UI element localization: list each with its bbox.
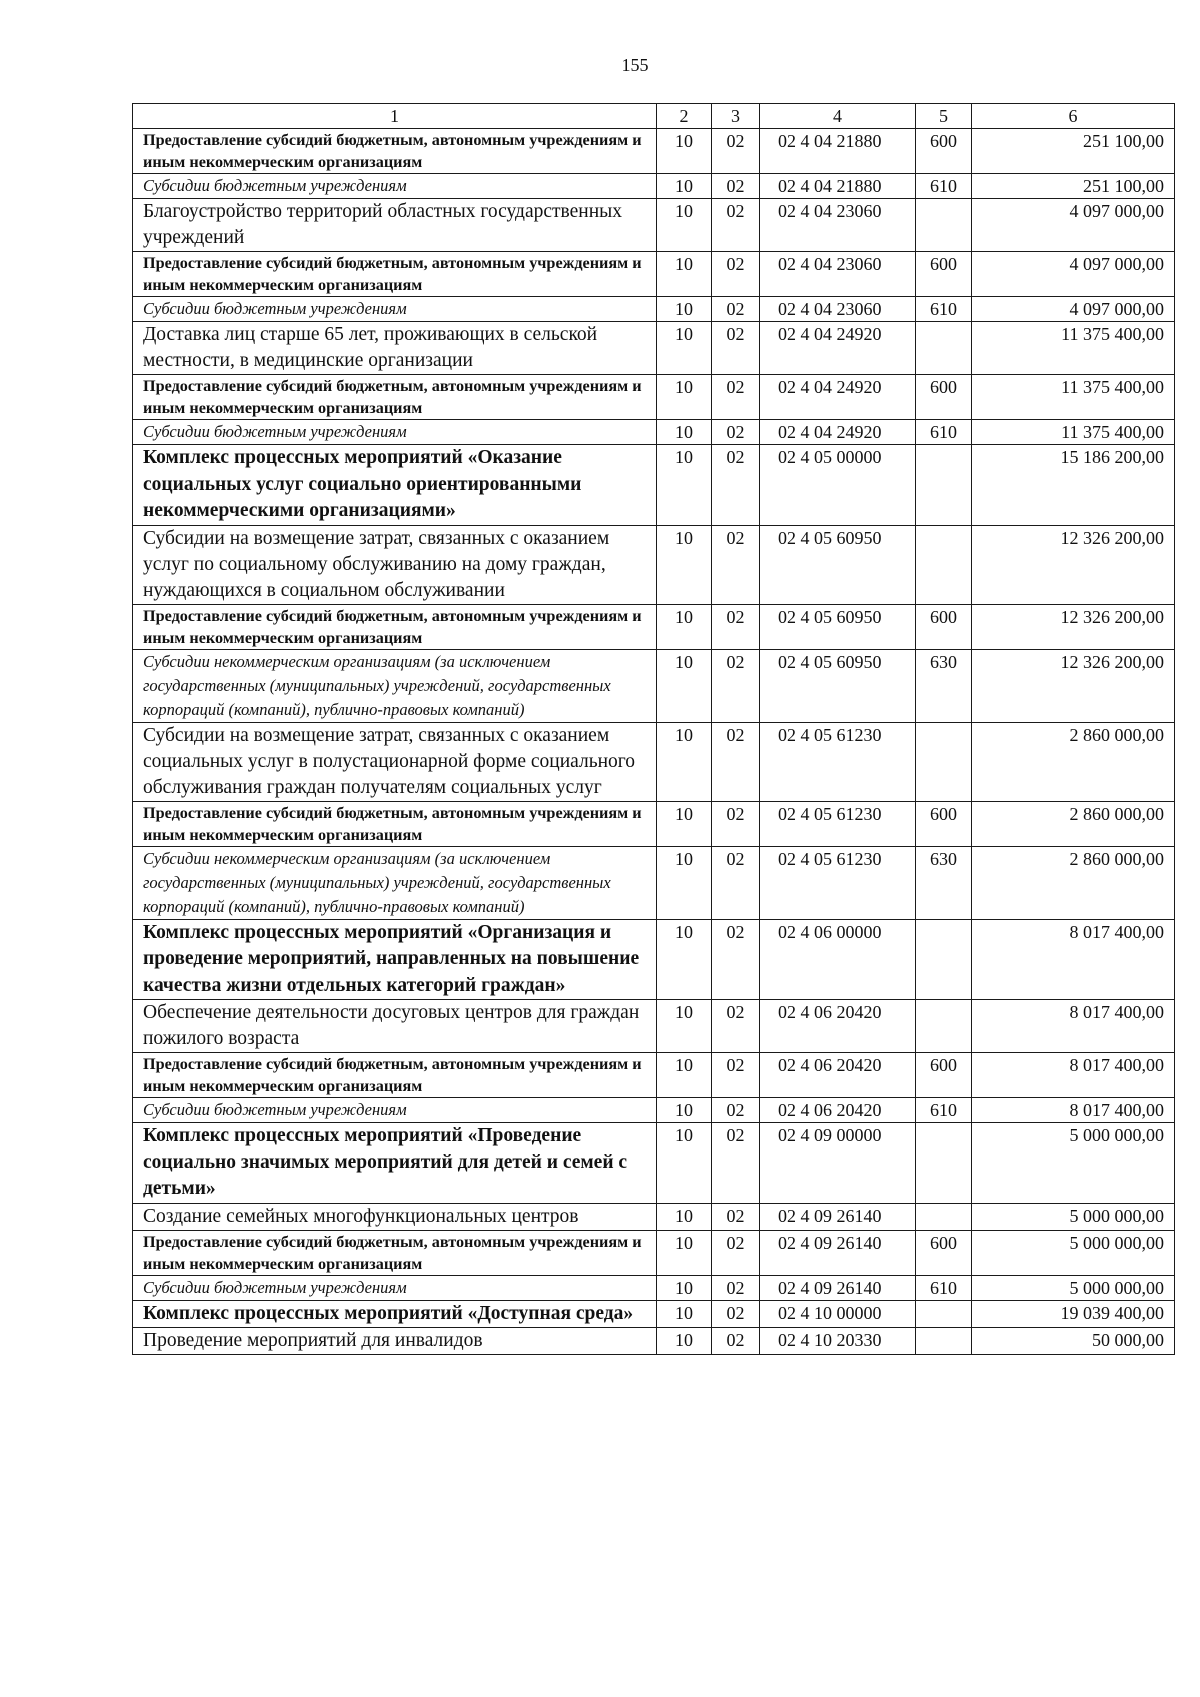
row-sum-cell: 50 000,00 xyxy=(972,1328,1175,1355)
row-vr-cell: 600 xyxy=(916,801,972,846)
header-cell-2: 2 xyxy=(657,104,712,129)
row-name-cell: Предоставление субсидий бюджетным, автономным учреждениям и иным некоммерческим организациям xyxy=(133,604,657,649)
row-sum-cell: 11 375 400,00 xyxy=(972,420,1175,445)
table-row xyxy=(133,1098,1175,1123)
row-sum-cell: 4 097 000,00 xyxy=(972,252,1175,297)
row-rz-cell: 10 xyxy=(657,801,712,846)
row-name-cell: Комплекс процессных мероприятий «Проведение социально значимых мероприятий для детей и семей с детьми» xyxy=(133,1123,657,1204)
row-csr-cell: 02 4 09 00000 xyxy=(760,1123,916,1204)
row-vr-cell xyxy=(916,919,972,1000)
row-csr-cell: 02 4 05 61230 xyxy=(760,722,916,801)
row-csr-cell: 02 4 05 60950 xyxy=(760,604,916,649)
table-row xyxy=(133,252,1175,297)
row-sum-cell: 12 326 200,00 xyxy=(972,604,1175,649)
table-row xyxy=(133,375,1175,420)
row-pr-cell: 02 xyxy=(712,1123,760,1204)
row-pr-cell: 02 xyxy=(712,1300,760,1328)
row-vr-cell xyxy=(916,1123,972,1204)
row-sum-cell: 19 039 400,00 xyxy=(972,1300,1175,1328)
row-pr-cell: 02 xyxy=(712,252,760,297)
row-csr-cell: 02 4 05 60950 xyxy=(760,525,916,604)
row-name-cell: Субсидии бюджетным учреждениям xyxy=(133,1275,657,1300)
row-rz-cell: 10 xyxy=(657,722,712,801)
table-header-row xyxy=(133,104,1175,129)
table-row xyxy=(133,420,1175,445)
table-row xyxy=(133,445,1175,526)
row-csr-cell: 02 4 04 24920 xyxy=(760,420,916,445)
row-csr-cell: 02 4 06 20420 xyxy=(760,1000,916,1053)
row-sum-cell: 4 097 000,00 xyxy=(972,199,1175,252)
table-row xyxy=(133,322,1175,375)
row-pr-cell: 02 xyxy=(712,649,760,722)
table-row xyxy=(133,1275,1175,1300)
row-rz-cell: 10 xyxy=(657,445,712,526)
row-pr-cell: 02 xyxy=(712,375,760,420)
row-csr-cell: 02 4 10 20330 xyxy=(760,1328,916,1355)
row-rz-cell: 10 xyxy=(657,174,712,199)
table-row xyxy=(133,129,1175,174)
row-pr-cell: 02 xyxy=(712,1053,760,1098)
row-vr-cell xyxy=(916,1328,972,1355)
table-row xyxy=(133,1328,1175,1355)
row-rz-cell: 10 xyxy=(657,375,712,420)
row-name-cell: Субсидии на возмещение затрат, связанных с оказанием услуг по социальному обслуживанию на дому граждан, нуждающихся в социальном обслуживании xyxy=(133,525,657,604)
row-vr-cell: 610 xyxy=(916,297,972,322)
header-cell-3: 3 xyxy=(712,104,760,129)
row-sum-cell: 251 100,00 xyxy=(972,174,1175,199)
row-pr-cell: 02 xyxy=(712,1328,760,1355)
row-vr-cell xyxy=(916,445,972,526)
row-pr-cell: 02 xyxy=(712,199,760,252)
row-pr-cell: 02 xyxy=(712,1203,760,1230)
row-sum-cell: 5 000 000,00 xyxy=(972,1123,1175,1204)
row-name-cell: Предоставление субсидий бюджетным, автономным учреждениям и иным некоммерческим организациям xyxy=(133,801,657,846)
row-sum-cell: 8 017 400,00 xyxy=(972,1000,1175,1053)
row-name-cell: Проведение мероприятий для инвалидов xyxy=(133,1328,657,1355)
table-row xyxy=(133,919,1175,1000)
row-name-cell: Субсидии на возмещение затрат, связанных с оказанием социальных услуг в полустационарной форме социального обслуживания граждан получателям социальных услуг xyxy=(133,722,657,801)
row-rz-cell: 10 xyxy=(657,1328,712,1355)
header-cell-6: 6 xyxy=(972,104,1175,129)
table-row xyxy=(133,1053,1175,1098)
table-row xyxy=(133,297,1175,322)
row-pr-cell: 02 xyxy=(712,445,760,526)
row-sum-cell: 2 860 000,00 xyxy=(972,801,1175,846)
row-rz-cell: 10 xyxy=(657,846,712,919)
row-sum-cell: 5 000 000,00 xyxy=(972,1203,1175,1230)
row-name-cell: Субсидии бюджетным учреждениям xyxy=(133,297,657,322)
row-rz-cell: 10 xyxy=(657,1203,712,1230)
row-pr-cell: 02 xyxy=(712,1098,760,1123)
row-pr-cell: 02 xyxy=(712,1000,760,1053)
row-vr-cell: 600 xyxy=(916,604,972,649)
row-vr-cell: 600 xyxy=(916,1230,972,1275)
row-name-cell: Благоустройство территорий областных государственных учреждений xyxy=(133,199,657,252)
row-name-cell: Предоставление субсидий бюджетным, автономным учреждениям и иным некоммерческим организациям xyxy=(133,1053,657,1098)
row-vr-cell xyxy=(916,1203,972,1230)
row-rz-cell: 10 xyxy=(657,252,712,297)
budget-table xyxy=(132,103,1175,1355)
row-vr-cell: 610 xyxy=(916,174,972,199)
table-row xyxy=(133,1300,1175,1328)
row-pr-cell: 02 xyxy=(712,525,760,604)
table-row xyxy=(133,174,1175,199)
row-rz-cell: 10 xyxy=(657,322,712,375)
row-vr-cell: 610 xyxy=(916,1275,972,1300)
row-rz-cell: 10 xyxy=(657,1123,712,1204)
row-pr-cell: 02 xyxy=(712,846,760,919)
row-csr-cell: 02 4 04 24920 xyxy=(760,322,916,375)
row-csr-cell: 02 4 09 26140 xyxy=(760,1230,916,1275)
row-rz-cell: 10 xyxy=(657,1300,712,1328)
row-pr-cell: 02 xyxy=(712,297,760,322)
row-rz-cell: 10 xyxy=(657,199,712,252)
table-row xyxy=(133,1123,1175,1204)
table-row xyxy=(133,199,1175,252)
table-row xyxy=(133,525,1175,604)
row-vr-cell: 630 xyxy=(916,649,972,722)
row-vr-cell xyxy=(916,1000,972,1053)
row-vr-cell: 600 xyxy=(916,1053,972,1098)
row-csr-cell: 02 4 10 00000 xyxy=(760,1300,916,1328)
row-vr-cell xyxy=(916,199,972,252)
row-rz-cell: 10 xyxy=(657,604,712,649)
row-name-cell: Комплекс процессных мероприятий «Доступная среда» xyxy=(133,1300,657,1328)
header-cell-4: 4 xyxy=(760,104,916,129)
row-pr-cell: 02 xyxy=(712,801,760,846)
row-csr-cell: 02 4 09 26140 xyxy=(760,1275,916,1300)
row-sum-cell: 2 860 000,00 xyxy=(972,846,1175,919)
row-name-cell: Субсидии бюджетным учреждениям xyxy=(133,1098,657,1123)
row-rz-cell: 10 xyxy=(657,649,712,722)
row-sum-cell: 11 375 400,00 xyxy=(972,375,1175,420)
row-pr-cell: 02 xyxy=(712,420,760,445)
row-name-cell: Субсидии бюджетным учреждениям xyxy=(133,174,657,199)
row-sum-cell: 8 017 400,00 xyxy=(972,1053,1175,1098)
table-row xyxy=(133,801,1175,846)
row-csr-cell: 02 4 05 61230 xyxy=(760,846,916,919)
table-row xyxy=(133,649,1175,722)
row-pr-cell: 02 xyxy=(712,174,760,199)
table-row xyxy=(133,1230,1175,1275)
row-csr-cell: 02 4 04 24920 xyxy=(760,375,916,420)
row-csr-cell: 02 4 05 00000 xyxy=(760,445,916,526)
row-name-cell: Обеспечение деятельности досуговых центров для граждан пожилого возраста xyxy=(133,1000,657,1053)
row-csr-cell: 02 4 06 20420 xyxy=(760,1098,916,1123)
table-row xyxy=(133,604,1175,649)
row-sum-cell: 12 326 200,00 xyxy=(972,649,1175,722)
table-body xyxy=(133,104,1175,1355)
row-name-cell: Субсидии некоммерческим организациям (за исключением государственных (муниципальных) учреждений, государственных корпораций (компаний), публично-правовых компаний) xyxy=(133,649,657,722)
table-row xyxy=(133,722,1175,801)
row-name-cell: Субсидии некоммерческим организациям (за исключением государственных (муниципальных) учреждений, государственных корпораций (компаний), публично-правовых компаний) xyxy=(133,846,657,919)
row-rz-cell: 10 xyxy=(657,1230,712,1275)
row-vr-cell xyxy=(916,525,972,604)
row-csr-cell: 02 4 04 23060 xyxy=(760,297,916,322)
row-sum-cell: 15 186 200,00 xyxy=(972,445,1175,526)
row-pr-cell: 02 xyxy=(712,1275,760,1300)
row-csr-cell: 02 4 05 60950 xyxy=(760,649,916,722)
row-vr-cell: 610 xyxy=(916,420,972,445)
row-rz-cell: 10 xyxy=(657,129,712,174)
row-name-cell: Субсидии бюджетным учреждениям xyxy=(133,420,657,445)
row-csr-cell: 02 4 09 26140 xyxy=(760,1203,916,1230)
row-pr-cell: 02 xyxy=(712,604,760,649)
row-sum-cell: 8 017 400,00 xyxy=(972,1098,1175,1123)
row-csr-cell: 02 4 04 21880 xyxy=(760,174,916,199)
row-rz-cell: 10 xyxy=(657,420,712,445)
row-vr-cell: 630 xyxy=(916,846,972,919)
row-sum-cell: 8 017 400,00 xyxy=(972,919,1175,1000)
row-rz-cell: 10 xyxy=(657,1000,712,1053)
row-sum-cell: 11 375 400,00 xyxy=(972,322,1175,375)
row-csr-cell: 02 4 04 23060 xyxy=(760,252,916,297)
row-csr-cell: 02 4 04 21880 xyxy=(760,129,916,174)
row-vr-cell xyxy=(916,322,972,375)
row-pr-cell: 02 xyxy=(712,722,760,801)
row-vr-cell: 600 xyxy=(916,129,972,174)
row-name-cell: Комплекс процессных мероприятий «Оказание социальных услуг социально ориентированными некоммерческими организациями» xyxy=(133,445,657,526)
row-vr-cell: 600 xyxy=(916,252,972,297)
row-csr-cell: 02 4 05 61230 xyxy=(760,801,916,846)
row-pr-cell: 02 xyxy=(712,1230,760,1275)
row-name-cell: Предоставление субсидий бюджетным, автономным учреждениям и иным некоммерческим организациям xyxy=(133,1230,657,1275)
row-vr-cell: 610 xyxy=(916,1098,972,1123)
row-rz-cell: 10 xyxy=(657,1098,712,1123)
row-name-cell: Доставка лиц старше 65 лет, проживающих в сельской местности, в медицинские организации xyxy=(133,322,657,375)
table-row xyxy=(133,1203,1175,1230)
row-sum-cell: 2 860 000,00 xyxy=(972,722,1175,801)
row-rz-cell: 10 xyxy=(657,525,712,604)
row-rz-cell: 10 xyxy=(657,919,712,1000)
row-name-cell: Предоставление субсидий бюджетным, автономным учреждениям и иным некоммерческим организациям xyxy=(133,375,657,420)
row-csr-cell: 02 4 06 00000 xyxy=(760,919,916,1000)
row-sum-cell: 4 097 000,00 xyxy=(972,297,1175,322)
row-name-cell: Предоставление субсидий бюджетным, автономным учреждениям и иным некоммерческим организациям xyxy=(133,129,657,174)
row-csr-cell: 02 4 04 23060 xyxy=(760,199,916,252)
row-sum-cell: 5 000 000,00 xyxy=(972,1275,1175,1300)
row-pr-cell: 02 xyxy=(712,919,760,1000)
row-sum-cell: 251 100,00 xyxy=(972,129,1175,174)
page-number: 155 xyxy=(621,55,649,75)
table-row xyxy=(133,846,1175,919)
row-rz-cell: 10 xyxy=(657,297,712,322)
row-sum-cell: 12 326 200,00 xyxy=(972,525,1175,604)
row-vr-cell xyxy=(916,722,972,801)
row-name-cell: Предоставление субсидий бюджетным, автономным учреждениям и иным некоммерческим организациям xyxy=(133,252,657,297)
row-rz-cell: 10 xyxy=(657,1275,712,1300)
row-name-cell: Создание семейных многофункциональных центров xyxy=(133,1203,657,1230)
table-row xyxy=(133,1000,1175,1053)
row-vr-cell: 600 xyxy=(916,375,972,420)
row-name-cell: Комплекс процессных мероприятий «Организация и проведение мероприятий, направленных на повышение качества жизни отдельных категорий граждан» xyxy=(133,919,657,1000)
row-pr-cell: 02 xyxy=(712,129,760,174)
header-cell-1: 1 xyxy=(133,104,657,129)
row-vr-cell xyxy=(916,1300,972,1328)
header-cell-5: 5 xyxy=(916,104,972,129)
row-csr-cell: 02 4 06 20420 xyxy=(760,1053,916,1098)
row-sum-cell: 5 000 000,00 xyxy=(972,1230,1175,1275)
row-rz-cell: 10 xyxy=(657,1053,712,1098)
row-pr-cell: 02 xyxy=(712,322,760,375)
